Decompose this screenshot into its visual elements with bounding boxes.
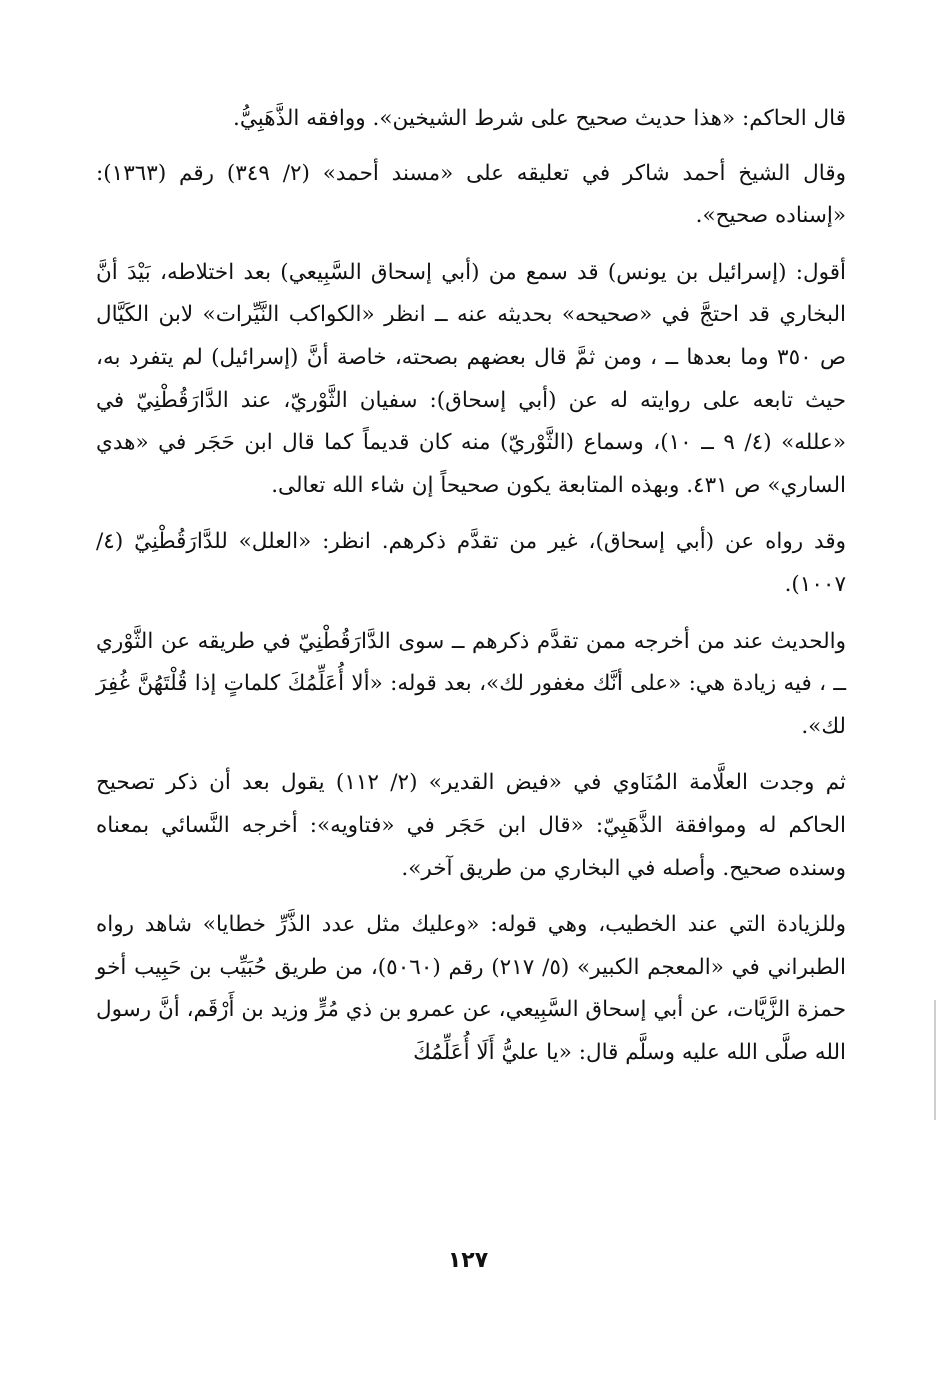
paragraph-other-narrators: وقد رواه عن (أبي إسحاق)، غير من تقدَّم ذكرهم. انظر: «العلل» للدَّارَقُطْنِيّ (٤/ ١٠٠٧). — [96, 529, 846, 597]
page-number: ١٢٧ — [447, 1248, 489, 1273]
paragraph-aqul: أقول: (إسرائيل بن يونس) قد سمع من (أبي إسحاق السَّبِيعي) بعد اختلاطه، بَيْدَ أنَّ البخاري قد احتجَّ في «صحيحه» بحديثه عنه ــ انظر «الكواكب النَّيِّرات» لابن الكَيَّال ص ٣٥٠ وما بعدها ــ ، ومن ثمَّ قال بعضهم بصحته، خاصة أنَّ (إسرائيل) لم يتفرد به، حيث تابعه على روايته له عن (أبي إسحاق): سفيان الثَّوْريّ، عند الدَّارَقُطْنِيّ في «علله» (٤/ ٩ ــ ١٠)، وسماع (الثَّوْريّ) منه كان قديماً كما قال ابن حَجَر في «هدي الساري» ص ٤٣١. وبهذه المتابعة يكون صحيحاً إن شاء الله تعالى. — [96, 259, 846, 498]
paragraph-shakir: وقال الشيخ أحمد شاكر في تعليقه على «مسند أحمد» (٢/ ٣٤٩) رقم (١٣٦٣): «إسناده صحيح». — [96, 160, 846, 229]
paragraph-hadith-addition: والحديث عند من أخرجه ممن تقدَّم ذكرهم ــ سوى الدَّارَقُطْنِيّ في طريقه عن الثَّوْري ــ ، فيه زيادة هي: «على أنَّك مغفور لك»، بعد قوله: «ألا أُعَلِّمُكَ كلماتٍ إذا قُلْتَهُنَّ غُفِرَ لك». — [96, 628, 846, 739]
paragraph-khatib-addition: وللزيادة التي عند الخطيب، وهي قوله: «وعليك مثل عدد الذَّرِّ خطايا» شاهد رواه الطبراني في «المعجم الكبير» (٥/ ٢١٧) رقم (٥٠٦٠)، من طريق حُبَيِّب بن حَبِيب أخو حمزة الزَّيَّات، عن أبي إسحاق السَّبِيعي، عن عمرو بن ذي مُرٍّ وزيد بن أَرْقَم، أنَّ رسول الله صلَّى الله عليه وسلَّم قال: «يا عليُّ أَلَا أُعَلِّمُكَ — [96, 912, 846, 1065]
paragraph-hakim: قال الحاكم: «هذا حديث صحيح على شرط الشيخين». ووافقه الذَّهَبِيُّ. — [233, 106, 846, 131]
page-body — [96, 98, 846, 1088]
paragraph-munawi: ثم وجدت العلَّامة المُنَاوي في «فيض القدير» (٢/ ١١٢) يقول بعد أن ذكر تصحيح الحاكم له وموافقة الذَّهَبِيّ: «قال ابن حَجَر في «فتاويه»: أخرجه النَّسائي بمعناه وسنده صحيح. وأصله في البخاري من طريق آخر». — [96, 770, 846, 881]
